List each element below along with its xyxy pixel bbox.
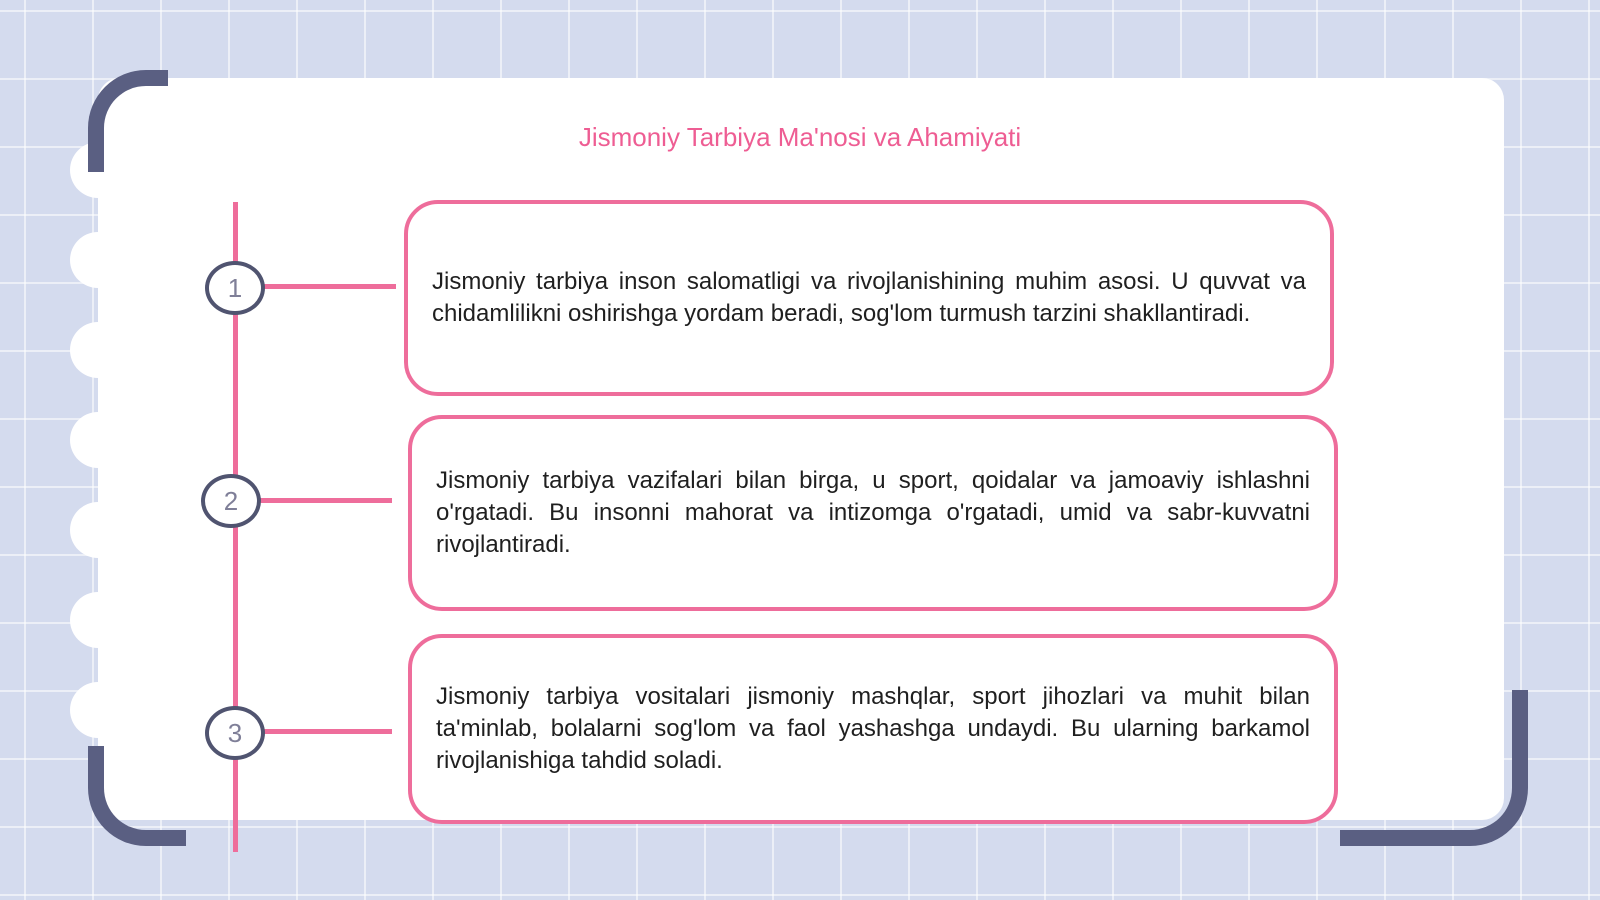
scallop-decoration xyxy=(70,232,126,288)
timeline-node-2: 2 xyxy=(201,474,261,528)
corner-bracket-bottom-right xyxy=(1340,690,1528,846)
timeline-connector xyxy=(262,284,396,289)
scallop-decoration xyxy=(70,412,126,468)
timeline-card-2 xyxy=(408,415,1338,611)
corner-bracket-top-left xyxy=(88,70,168,172)
scallop-decoration xyxy=(70,682,126,738)
corner-bracket-bottom-left xyxy=(88,746,186,846)
slide-title: Jismoniy Tarbiya Ma'nosi va Ahamiyati xyxy=(578,122,1022,152)
timeline-card-text: Jismoniy tarbiya vazifalari bilan birga, u sport, qoidalar va jamoaviy ishlashni o'rgatadi. Bu insonni mahorat va intizomga o'rgatadi, umid va sabr-kuvvatni rivojlantiradi. xyxy=(436,467,1310,558)
timeline-node-3: 3 xyxy=(205,706,265,760)
scallop-decoration xyxy=(70,322,126,378)
timeline-card-text: Jismoniy tarbiya vositalari jismoniy mashqlar, sport jihozlari va muhit bilan ta'minlab, bolalarni sog'lom va faol yashashga undaydi. Bu ularning barkamol rivojlanishiga tahdid soladi. xyxy=(436,683,1310,774)
scallop-decoration xyxy=(70,592,126,648)
timeline-card-1 xyxy=(404,200,1334,396)
timeline-connector xyxy=(258,498,392,503)
timeline-connector xyxy=(262,729,392,734)
timeline-node-1: 1 xyxy=(205,261,265,315)
timeline-card-text: Jismoniy tarbiya inson salomatligi va rivojlanishining muhim asosi. U quvvat va chidamlilikni oshirishga yordam beradi, sog'lom turmush tarzini shakllantiradi. xyxy=(432,268,1306,327)
scallop-decoration xyxy=(70,502,126,558)
timeline-card-3 xyxy=(408,634,1338,824)
